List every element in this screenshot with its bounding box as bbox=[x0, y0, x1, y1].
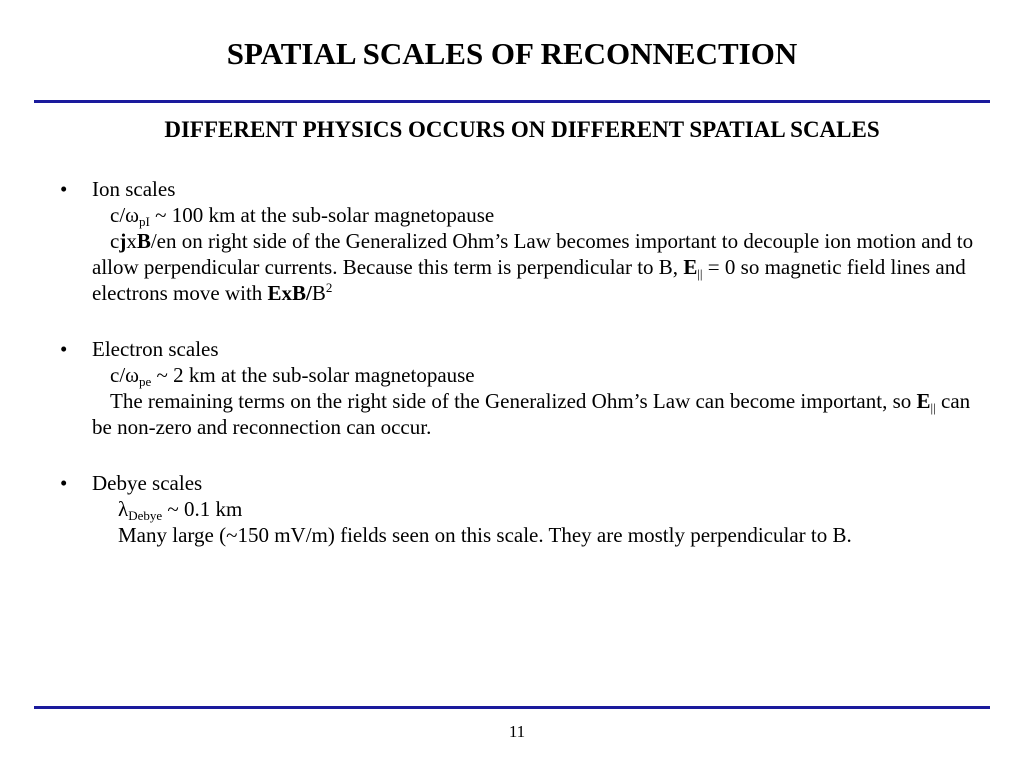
section-electron-scales bbox=[60, 336, 980, 440]
ion-scale-prefix: c/ω bbox=[110, 203, 139, 227]
debye-para-text1: Many large (~150 mV/m) fields seen on this scale. They are mostly perpendicular to B. bbox=[118, 523, 852, 547]
ion-para-E: E bbox=[683, 255, 698, 279]
bullet-icon: • bbox=[60, 471, 68, 495]
debye-scale-value bbox=[60, 496, 980, 522]
page-number: 11 bbox=[508, 722, 526, 741]
slide-body bbox=[60, 176, 980, 578]
ion-para-superscript: 2 bbox=[325, 280, 333, 295]
ion-para-B2: B bbox=[311, 281, 326, 305]
slide-subtitle: DIFFERENT PHYSICS OCCURS ON DIFFERENT SPATIAL SCALES bbox=[164, 117, 880, 142]
electron-scales-heading: Electron scales bbox=[92, 337, 219, 361]
bottom-divider bbox=[34, 706, 990, 709]
ion-scale-value bbox=[60, 202, 980, 228]
ion-para-B: B bbox=[136, 229, 151, 253]
debye-scales-heading: Debye scales bbox=[92, 471, 203, 495]
electron-scale-suffix: ~ 2 km at the sub-solar magnetopause bbox=[151, 363, 475, 387]
electron-scale-value bbox=[60, 362, 980, 388]
electron-scale-paragraph bbox=[60, 388, 980, 440]
bullet-electron-scales bbox=[60, 336, 980, 362]
slide-title: SPATIAL SCALES OF RECONNECTION bbox=[226, 36, 798, 71]
debye-scale-prefix: λ bbox=[118, 497, 129, 521]
ion-para-text2: = 0 so magnetic field lines and electrons move with bbox=[92, 255, 966, 305]
debye-scale-paragraph bbox=[60, 522, 980, 548]
ion-para-E-subscript: || bbox=[697, 266, 703, 281]
section-ion-scales bbox=[60, 176, 980, 306]
ion-scales-heading: Ion scales bbox=[92, 177, 176, 201]
ion-scale-paragraph bbox=[60, 228, 980, 306]
bullet-icon: • bbox=[60, 177, 68, 201]
ion-para-ExB: ExB/ bbox=[267, 281, 312, 305]
ion-para-text1: /en on right side of the Generalized Ohm’s Law becomes important to decouple ion motion and to allow perpendicular currents. Because this term is perpendicular to B, bbox=[92, 229, 974, 279]
section-debye-scales bbox=[60, 470, 980, 548]
electron-para-E: E bbox=[916, 389, 931, 413]
debye-scale-subscript: Debye bbox=[128, 508, 163, 523]
electron-para-text2: can be non-zero and reconnection can occur. bbox=[92, 389, 971, 439]
electron-scale-subscript: pe bbox=[138, 374, 152, 389]
debye-scale-suffix: ~ 0.1 km bbox=[162, 497, 243, 521]
ion-para-x: x bbox=[126, 229, 137, 253]
electron-scale-prefix: c/ω bbox=[110, 363, 139, 387]
ion-para-c: c bbox=[110, 229, 120, 253]
ion-scale-suffix: ~ 100 km at the sub-solar magnetopause bbox=[149, 203, 495, 227]
top-divider bbox=[34, 100, 990, 103]
electron-para-text1: The remaining terms on the right side of the Generalized Ohm’s Law can become important, so bbox=[110, 389, 917, 413]
bullet-icon: • bbox=[60, 337, 68, 361]
bullet-ion-scales bbox=[60, 176, 980, 202]
electron-para-E-subscript: || bbox=[930, 400, 936, 415]
ion-scale-subscript: pI bbox=[138, 214, 150, 229]
ion-para-j: j bbox=[119, 229, 127, 253]
bullet-debye-scales bbox=[60, 470, 980, 496]
